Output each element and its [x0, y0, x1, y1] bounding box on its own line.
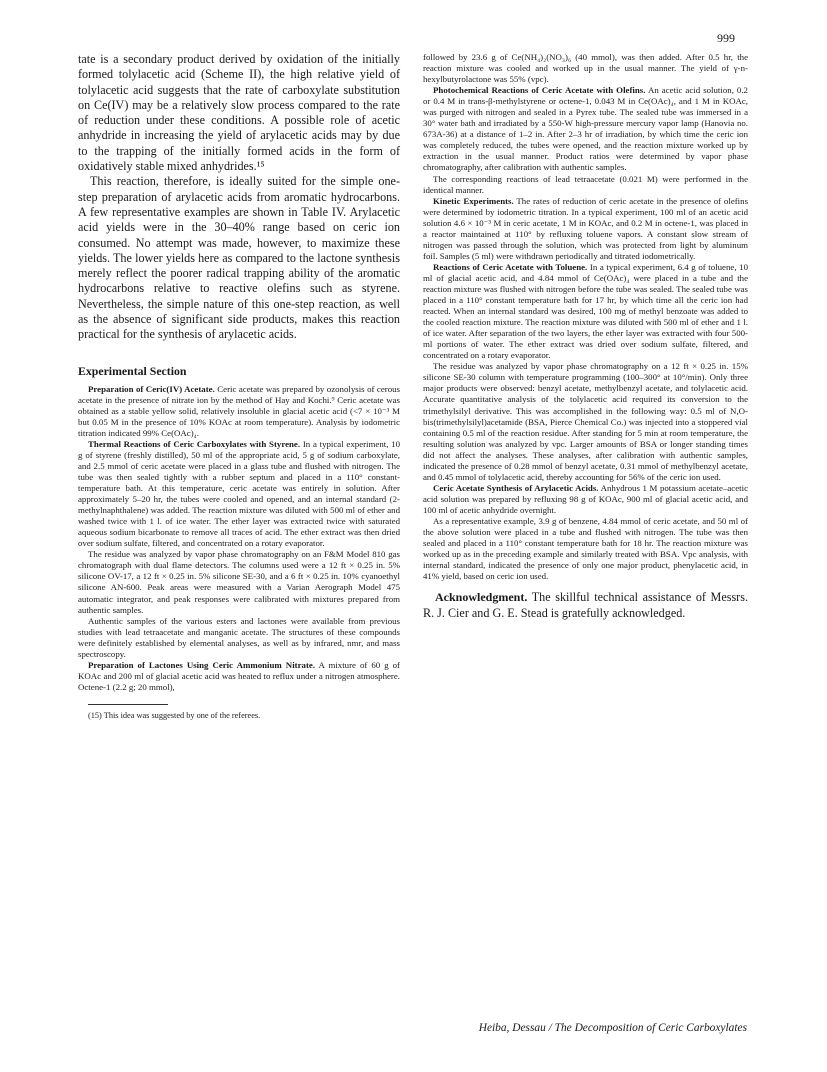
run-in-heading: Thermal Reactions of Ceric Carboxylates with Styrene.: [88, 438, 301, 449]
footnote-rule: [88, 704, 168, 705]
intro-text: [78, 52, 400, 343]
experimental-paragraph: [423, 174, 748, 196]
paragraph-text: The corresponding reactions of lead tetraacetate (0.021 M) were performed in the identical manner.: [423, 173, 748, 195]
paragraph-text: A mixture of 60 g of KOAc and 200 ml of glacial acetic acid was heated to reflux under a nitrogen atmosphere. Octene-1 (2.2 g; 20 mmol),: [78, 659, 401, 692]
paragraph-text: The rates of reduction of ceric acetate in the presence of olefins were determined by iodometric titration. In a typical experiment, 100 ml of an acetic acid solution 4.6 × 10⁻³ M in ceric acetate, 1 M in KOAc, and 0.2 M in octene-1, was placed in a reactor maintained at 110° by refluxing toluene vapors. A constant slow stream of nitrogen was passed through the solution, which was protected from light by aluminum foil. Samples (5 ml) were withdrawn periodically and titrated iodometrically.: [423, 195, 749, 261]
experimental-paragraph: [78, 616, 400, 660]
experimental-paragraph: [78, 549, 400, 615]
paragraph-text: An acetic acid solution, 0.2 or 0.4 M in trans-β-methylstyrene or octene-1, 0.043 M in Ce(OAc)₄, and 1 M in KOAc, was purged with nitrogen and sealed in a Pyrex tube. The sealed tube was immersed in a 30° water bath and irradiated by a 550-W high-pressure mercury vapor lamp (Hanovia no. 673A-36) at a distance of 1–2 in. After 2–3 hr of irradiation, by which time the ceric ion was completely reduced, the tubes were opened, and the reaction mixture worked up by extraction in the usual manner. Product ratios were determined by vapor phase chromatography, after calibration with authentic samples.: [423, 85, 748, 173]
run-in-heading: Preparation of Lactones Using Ceric Ammonium Nitrate.: [88, 659, 316, 670]
paragraph-text: In a typical experiment, 6.4 g of toluene, 10 ml of glacial acetic acid, and 4.84 mmol of Ce(OAc)₄ were placed in a tube and the reaction mixture was flushed with nitrogen before the tube was sealed. The sealed tube was placed in a 110° constant temperature bath for 17 hr, by which time all the ceric ion had reacted. When an internal standard was desired, 100 mg of methyl benzoate was added to the cooled reaction mixture. The reaction mixture was diluted with 500 ml of ether and 1 l. of ice water. After separation of the two layers, the ether layer was extracted with four 500-ml portions of water. The ether extract was dried over sodium sulfate, filtered, and concentrated on a rotary evaporator.: [423, 261, 748, 361]
experimental-paragraph: [423, 516, 748, 582]
experimental-paragraph: [423, 483, 748, 516]
footnote: (15) This idea was suggested by one of the referees.: [88, 710, 261, 720]
body-paragraph: tate is a secondary product derived by oxidation of the initially formed tolylacetic acid (Scheme II), the high relative yield of tolylacetic acid suggests that the rate of carboxylate substitution on Ce(IV) may be a relatively slow process compared to the rate of reduction under these conditions. A possible role of acetic anhydride in increasing the yield of arylacetic acids may by due to the trapping of the initially formed acids in the form of oxidatively stable mixed anhydrides.¹⁵: [78, 52, 400, 174]
experimental-paragraph: [423, 262, 748, 361]
section-heading: Experimental Section: [78, 363, 187, 378]
page-number: 999: [717, 31, 735, 45]
paragraph-text: As a representative example, 3.9 g of benzene, 4.84 mmol of ceric acetate, and 50 ml of the above solution were placed in a tube and flushed with nitrogen. The tube was then sealed and placed in a 110° constant temperature bath for 18 hr. The reaction mixture was worked up as in the preceding example and similarly treated with BSA. Vpc analysis, with internal standard, indicated the presence of only one major product, phenylacetic acid, in 41% yield, based on ceric ion used.: [423, 515, 748, 582]
run-in-heading: Kinetic Experiments.: [433, 195, 514, 206]
experimental-paragraph: [78, 384, 400, 439]
run-in-heading: Photochemical Reactions of Ceric Acetate with Olefins.: [433, 85, 646, 96]
paragraph-text: Anhydrous 1 M potassium acetate–acetic acid solution was prepared by refluxing 98 g of KOAc, 900 ml of glacial acetic acid, and 100 ml of acetic anhydride overnight.: [423, 482, 748, 515]
acknowledgment-text: The skillful technical assistance of Messrs. R. J. Cier and G. E. Stead is gratefully acknowledged.: [423, 590, 748, 620]
experimental-paragraph: [423, 361, 748, 483]
run-in-heading: Reactions of Ceric Acetate with Toluene.: [433, 261, 588, 272]
experimental-paragraph: [78, 439, 400, 549]
paragraph-text: The residue was analyzed by vapor phase chromatography on an F&M Model 810 gas chromatograph with dual flame detectors. The columns used were a 12 ft × 0.25 in. 5% silicone OV-17, a 12 ft × 0.25 in. 5% silicone SE-30, and a 6 ft × 0.25 in. 10% cyanoethyl silicone AN-600. Peak areas were measured with a Varian Aerograph Model 475 automatic integrator, and peak responses were calibrated with mixtures prepared from authentic samples.: [78, 549, 400, 615]
acknowledgment: [423, 590, 748, 621]
left-column: [78, 52, 400, 721]
run-in-heading: Ceric Acetate Synthesis of Arylacetic Acids.: [433, 482, 599, 493]
paragraph-text: In a typical experiment, 10 g of styrene (freshly distilled), 50 ml of the appropriate acid, 5 g of sodium carboxylate, and 2.5 mmol of ceric acetate were placed in a glass tube and flushed with nitrogen. The tube was then sealed tightly with a rubber septum and placed in a 110° constant-temperature bath. At this temperature, ceric acetate was entirely in solution. After approximately 5–20 hr, the tubes were cooled and opened, and an internal standard (2-methylnaphthalene) was added. The reaction mixture was diluted with 500 ml of ether and washed twice with 1 l. of ice water. The ether layer was extracted twice with saturated aqueous sodium bicarbonate to remove all traces of acid. The ether extract was then dried over sodium sulfate, filtered, and concentrated on a rotary evaporator.: [78, 438, 401, 549]
experimental-paragraph: [423, 52, 748, 85]
body-paragraph: This reaction, therefore, is ideally suited for the simple one-step preparation of arylacetic acids from aromatic hydrocarbons. A few representative examples are shown in Table IV. Arylacetic acid yields were in the 30–40% range based on ceric ion consumed. No attempt was made, however, to maximize these yields. The lower yields here as compared to the lactone synthesis merely reflect the poorer radical trapping ability of the aromatic hydrocarbons relative to reactive olefins such as styrene. Nevertheless, the simple nature of this one-step reaction, as well as the absence of significant side products, makes this reaction practical for the synthesis of arylacetic acids.: [78, 174, 400, 342]
right-column: [423, 52, 748, 621]
paragraph-text: The residue was analyzed by vapor phase chromatography on a 12 ft × 0.25 in. 15% silicone SE-30 column with temperature programming (100–300° at 10°/min). Only three major products were observed: benzyl acetate, methylbenzyl acetate, and tolylacetic acid. Accurate quantitative analysis of the tolylacetic acid required its conversion to the trimethylsilyl derivative. This was accomplished in the following way: 0.5 ml of N,O-bis(trimethylsilyl)acetamide (BSA, Pierce Chemical Co.) was injected into a stoppered vial containing 0.5 ml of the reaction residue. After standing for 5 min at room temperature, the resulting solution was analyzed by vpc. Larger amounts of BSA or longer standing times did not affect the analyses. These analyses, after calibration with authentic samples, indicated the presence of 0.28 mmol of benzyl acetate, 0.31 mmol of methylbenzyl acetate, and 0.45 mmol of tolylacetic acid, thereby accounting for 56% of the ceric ion used.: [423, 361, 748, 482]
paragraph-text: followed by 23.6 g of Ce(NH₄)₂(NO₃)₆ (40 mmol), was then added. After 0.5 hr, the reaction mixture was cooled and worked up in the usual manner. The yield of γ-n-hexylbutyrolactone was 55% (vpc).: [423, 52, 748, 85]
acknowledgment-heading: Acknowledgment.: [435, 590, 528, 605]
experimental-text-continued: [423, 52, 748, 582]
running-foot: Heiba, Dessau / The Decomposition of Ceric Carboxylates: [478, 1022, 747, 1034]
run-in-heading: Preparation of Ceric(IV) Acetate.: [88, 383, 215, 394]
paragraph-text: Authentic samples of the various esters and lactones were available from previous studies with lead tetraacetate and manganic acetate. The structures of these compounds were definitely established by elemental analyses, as well as by infrared, nmr, and mass spectroscopy.: [78, 615, 400, 659]
experimental-paragraph: [78, 660, 400, 693]
experimental-paragraph: [423, 196, 748, 262]
experimental-paragraph: [423, 85, 748, 173]
paragraph-text: Ceric acetate was prepared by ozonolysis of cerous acetate in the presence of nitrate ion by the method of Hay and Kochi.⁹ Ceric acetate was obtained as a stable yellow solid, relatively insoluble in glacial acetic acid (<7 × 10⁻³ M but 0.05 M in the presence of 10% KOAc at room temperature). Analysis by iodometric titration indicated 99% Ce(OAc)₄.: [78, 383, 400, 438]
experimental-text: [78, 384, 400, 693]
